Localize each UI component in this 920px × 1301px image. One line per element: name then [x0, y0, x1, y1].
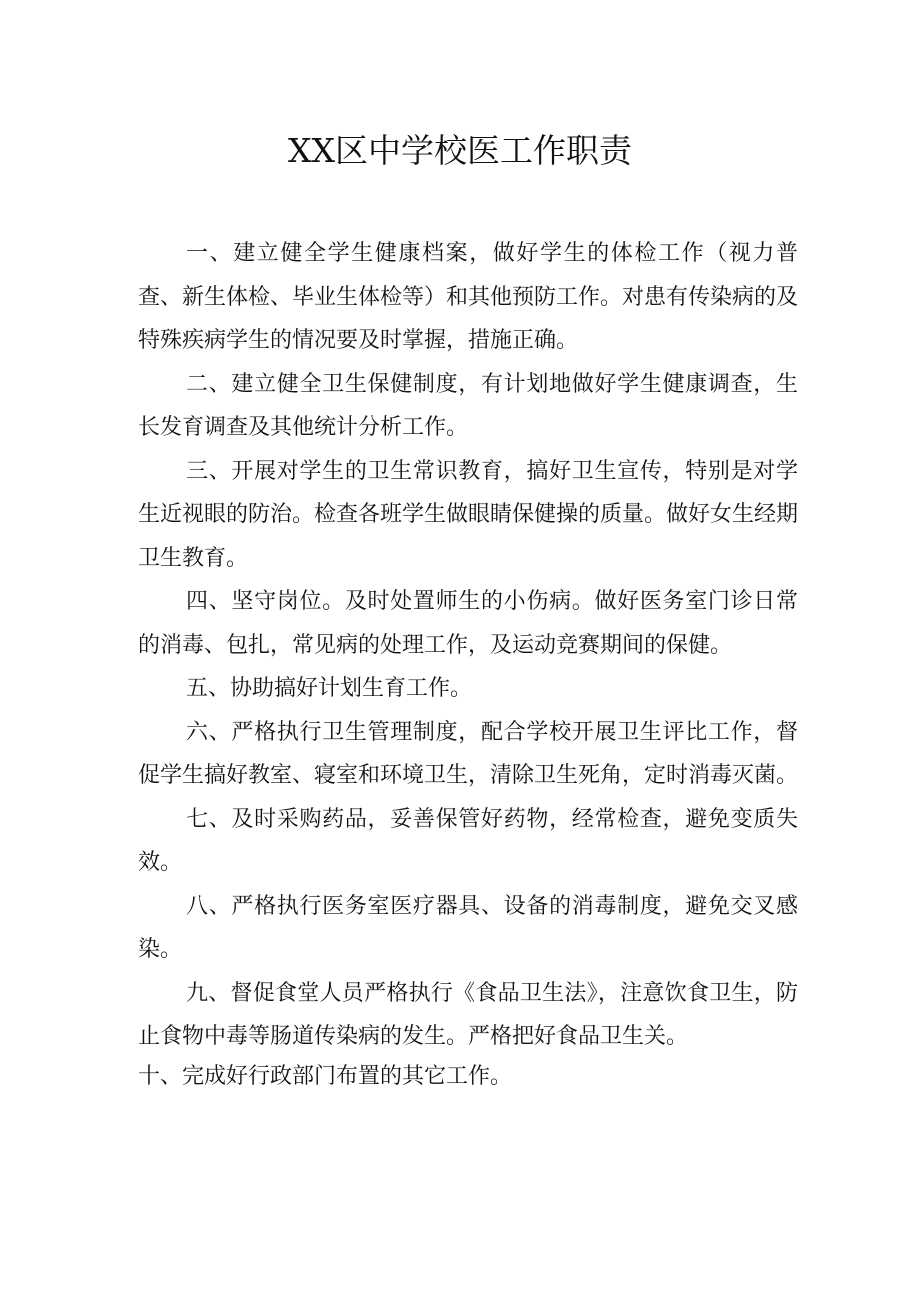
duty-item-3: 三、开展对学生的卫生常识教育，搞好卫生宣传，特别是对学生近视眼的防治。检查各班学生做眼睛保健操的质量。做好女生经期卫生教育。 — [138, 458, 799, 571]
duty-item-2: 二、建立健全卫生保健制度，有计划地做好学生健康调查，生长发育调查及其他统计分析工作。 — [138, 371, 798, 440]
duty-item-7: 七、及时采购药品，妥善保管好药物，经常检查，避免变质失效。 — [138, 806, 798, 875]
duty-item-1: 一、建立健全学生健康档案，做好学生的体检工作（视力普查、新生体检、毕业生体检等）和其他预防工作。对患有传染病的及特殊疾病学生的情况要及时掌握，措施正确。 — [138, 241, 799, 353]
page-title: XX区中学校医工作职责 — [288, 131, 632, 170]
document-body — [138, 232, 798, 1095]
duty-item-8: 八、严格执行医务室医疗器具、设备的消毒制度，避免交叉感染。 — [138, 893, 798, 962]
duty-item-9: 九、督促食堂人员严格执行《食品卫生法》，注意饮食卫生，防止食物中毒等肠道传染病的发生。严格把好食品卫生关。 — [138, 980, 798, 1049]
duty-item-6: 六、严格执行卫生管理制度，配合学校开展卫生评比工作，督促学生搞好教室、寝室和环境卫生，清除卫生死角，定时消毒灭菌。 — [138, 719, 799, 788]
duty-item-10: 十、完成好行政部门布置的其它工作。 — [138, 1063, 513, 1089]
duty-item-4: 四、坚守岗位。及时处置师生的小伤病。做好医务室门诊日常的消毒、包扎，常见病的处理工作，及运动竞赛期间的保健。 — [138, 589, 798, 658]
duty-item-5: 五、协助搞好计划生育工作。 — [186, 676, 473, 701]
